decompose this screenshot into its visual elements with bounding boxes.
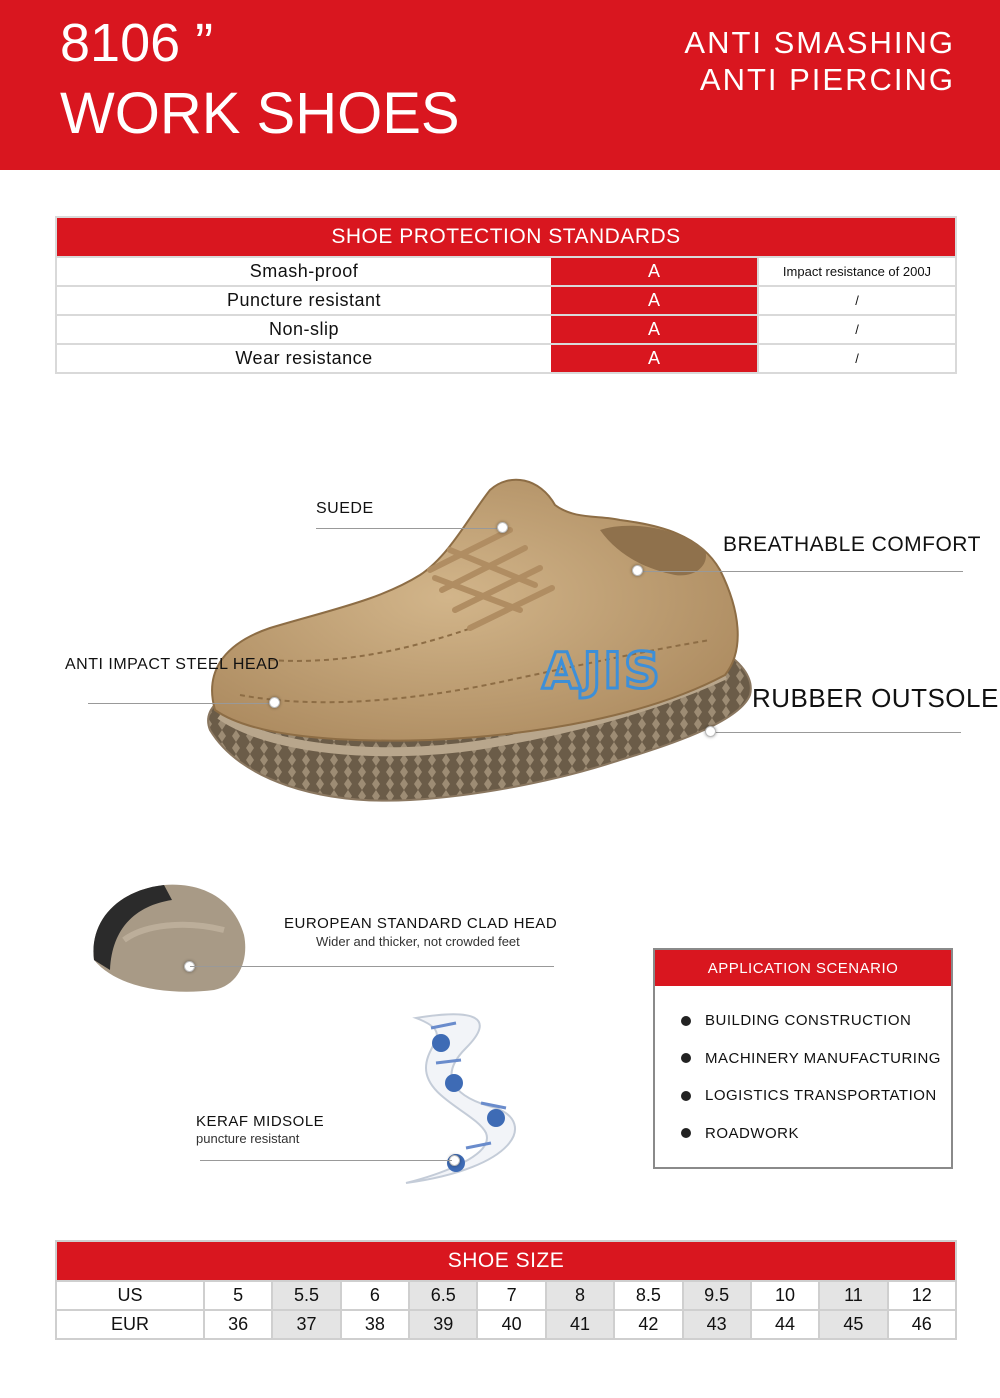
- size-table-title: SHOE SIZE: [57, 1242, 955, 1280]
- standard-grade: A: [551, 258, 757, 285]
- size-cell: 36: [203, 1311, 271, 1338]
- bullet-icon: [681, 1128, 691, 1138]
- application-item: ROADWORK: [705, 1124, 799, 1142]
- list-item: [681, 1002, 951, 1040]
- header-banner: [0, 0, 1000, 170]
- standard-name: Puncture resistant: [226, 290, 382, 310]
- size-cell: 43: [682, 1311, 750, 1338]
- standard-note: Impact resistance of 200J: [757, 258, 955, 285]
- standard-name: Wear resistance: [235, 348, 373, 368]
- standard-note: /: [757, 345, 955, 372]
- midsole-image: [396, 1008, 546, 1190]
- application-item: MACHINERY MANUFACTURING: [705, 1049, 941, 1067]
- size-cell: 39: [408, 1311, 476, 1338]
- size-cell: 9.5: [682, 1282, 750, 1309]
- size-row-label: EUR: [110, 1314, 149, 1334]
- shoe-size-table: [55, 1240, 957, 1340]
- table-row: [57, 285, 955, 314]
- size-row-eur: [57, 1309, 955, 1338]
- callout-line: [640, 571, 963, 572]
- list-item: [681, 1077, 951, 1115]
- size-cell: 8.5: [613, 1282, 681, 1309]
- model-number: 8106 ”: [60, 13, 214, 73]
- callout-midsole-subtitle: puncture resistant: [196, 1131, 300, 1146]
- size-cell: 10: [750, 1282, 818, 1309]
- standard-note: /: [757, 316, 955, 343]
- bullet-icon: [681, 1016, 691, 1026]
- toe-cap-image: [84, 880, 254, 1000]
- size-cell: 42: [613, 1311, 681, 1338]
- size-cell: 6.5: [408, 1282, 476, 1309]
- size-cell: 5.5: [271, 1282, 339, 1309]
- shoe-image: [180, 460, 760, 850]
- feature-anti-piercing: ANTI PIERCING: [699, 62, 955, 97]
- standard-grade: A: [551, 316, 757, 343]
- size-cell: 46: [887, 1311, 955, 1338]
- callout-line: [190, 966, 554, 967]
- application-item: LOGISTICS TRANSPORTATION: [705, 1087, 937, 1105]
- product-title: WORK SHOES: [60, 81, 460, 146]
- list-item: [681, 1040, 951, 1078]
- callout-line: [200, 1160, 452, 1161]
- callout-dot: [497, 522, 508, 533]
- standard-grade: A: [551, 345, 757, 372]
- size-cell: 6: [340, 1282, 408, 1309]
- standards-table-title: SHOE PROTECTION STANDARDS: [57, 218, 955, 256]
- standard-name: Non-slip: [268, 319, 340, 339]
- callout-dot: [632, 565, 643, 576]
- bullet-icon: [681, 1053, 691, 1063]
- callout-clad-head-title: EUROPEAN STANDARD CLAD HEAD: [284, 915, 558, 932]
- list-item: [681, 1115, 951, 1153]
- callout-dot: [269, 697, 280, 708]
- table-row: [57, 343, 955, 372]
- size-cell: 11: [818, 1282, 886, 1309]
- size-cell: 7: [476, 1282, 544, 1309]
- size-cell: 5: [203, 1282, 271, 1309]
- protection-standards-table: [55, 216, 957, 374]
- callout-clad-head-subtitle: Wider and thicker, not crowded feet: [316, 934, 520, 949]
- application-scenario-box: [653, 948, 953, 1169]
- feature-list: [684, 24, 955, 98]
- callout-dot: [705, 726, 716, 737]
- size-cell: 12: [887, 1282, 955, 1309]
- callout-steel-head: ANTI IMPACT STEEL HEAD: [65, 656, 280, 673]
- callout-line: [712, 732, 961, 733]
- size-row-us: [57, 1280, 955, 1309]
- table-row: [57, 256, 955, 285]
- size-cell: 38: [340, 1311, 408, 1338]
- callout-suede: SUEDE: [316, 500, 374, 517]
- standard-note: /: [757, 287, 955, 314]
- callout-midsole-title: KERAF MIDSOLE: [196, 1113, 325, 1130]
- size-cell: 40: [476, 1311, 544, 1338]
- callout-outsole: RUBBER OUTSOLE: [752, 683, 999, 713]
- application-list: [655, 986, 951, 1152]
- callout-line: [88, 703, 276, 704]
- application-item: BUILDING CONSTRUCTION: [705, 1012, 912, 1030]
- shoe-logo: AJIS: [542, 642, 662, 700]
- standard-grade: A: [551, 287, 757, 314]
- bullet-icon: [681, 1091, 691, 1101]
- callout-line: [316, 528, 502, 529]
- size-cell: 41: [545, 1311, 613, 1338]
- size-cell: 8: [545, 1282, 613, 1309]
- size-cell: 44: [750, 1311, 818, 1338]
- size-row-label: US: [117, 1285, 143, 1305]
- table-row: [57, 314, 955, 343]
- size-cell: 45: [818, 1311, 886, 1338]
- standard-name: Smash-proof: [249, 261, 359, 281]
- feature-anti-smashing: ANTI SMASHING: [684, 25, 955, 60]
- callout-breathable: BREATHABLE COMFORT: [723, 533, 981, 556]
- application-title: APPLICATION SCENARIO: [655, 950, 951, 986]
- size-cell: 37: [271, 1311, 339, 1338]
